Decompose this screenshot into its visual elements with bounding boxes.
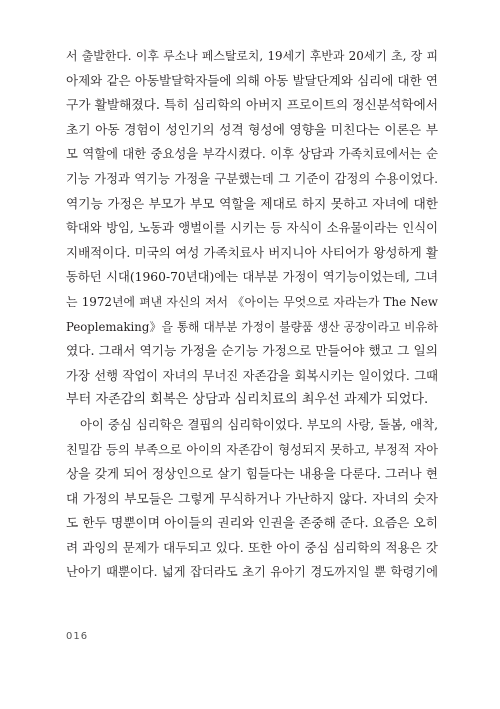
- text-line: Peoplemaking》을 통해 대부분 가정이 불량품 생산 공장이라고 비유하: [66, 319, 438, 334]
- paragraph-2: [66, 413, 438, 585]
- text-line: 동하던 시대(1960-70년대)에는 대부분 가정이 역기능이었는데, 그녀: [66, 270, 438, 285]
- text-line: 지배적이다. 미국의 여성 가족치료사 버지니아 사티어가 왕성하게 활: [66, 244, 438, 260]
- text-line: 였다. 그래서 역기능 가정을 순기능 가정으로 만들어야 했고 그 일의: [66, 343, 438, 359]
- text-line: 학대와 방임, 노동과 앵벌이를 시키는 등 자식이 소유물이라는 인식이: [66, 221, 438, 236]
- text-line: 부터 자존감의 회복은 상담과 심리치료의 최우선 과제가 되었다.: [66, 392, 429, 408]
- text-line: 초기 아동 경험이 성인기의 성격 형성에 영향을 미친다는 이론은 부: [66, 121, 438, 137]
- text-line: 려 과잉의 문제가 대두되고 있다. 또한 아이 중심 심리학의 적용은 갓: [66, 539, 438, 555]
- body-text: [66, 44, 438, 585]
- text-line: 도 한두 명뿐이며 아이들의 권리와 인권을 존중해 준다. 요즘은 오히: [66, 515, 438, 531]
- text-line: 가장 선행 작업이 자녀의 무너진 자존감을 회복시키는 일이었다. 그때: [66, 368, 438, 383]
- text-line: 기능 가정과 역기능 가정을 구분했는데 그 기준이 감정의 수용이었다.: [66, 171, 438, 186]
- paragraph-1: [66, 44, 438, 413]
- text-line: 역기능 가정은 부모가 부모 역할을 제대로 하지 못하고 자녀에 대한: [66, 195, 438, 211]
- text-line: 대 가정의 부모들은 그렇게 무식하거나 가난하지 않다. 자녀의 숫자: [66, 490, 438, 506]
- text-line: 구가 활발해졌다. 특히 심리학의 아버지 프로이트의 정신분석학에서: [66, 97, 438, 113]
- text-line: 아제와 같은 아동발달학자들에 의해 아동 발달단계와 심리에 대한 연: [66, 72, 438, 88]
- text-line: 난아기 때뿐이다. 넓게 잡더라도 초기 유아기 경도까지일 뿐 학령기에: [66, 565, 438, 580]
- text-line: 모 역할에 대한 중요성을 부각시켰다. 이후 상담과 가족치료에서는 순: [66, 147, 438, 162]
- page-number: 016: [66, 631, 89, 642]
- text-line: 서 출발한다. 이후 루소나 페스탈로치, 19세기 후반과 20세기 초, 장 피: [66, 49, 438, 63]
- text-line: 아이 중심 심리학은 결핍의 심리학이었다. 부모의 사랑, 돌봄, 애착,: [80, 417, 438, 432]
- text-line: 상을 갖게 되어 정상인으로 살기 힘들다는 내용을 다룬다. 그러나 현: [66, 466, 438, 482]
- text-line: 는 1972년에 펴낸 자신의 저서 《아이는 무엇으로 자라는가 The New: [66, 294, 438, 309]
- text-line: 친밀감 등의 부족으로 아이의 자존감이 형성되지 못하고, 부정적 자아: [66, 442, 438, 457]
